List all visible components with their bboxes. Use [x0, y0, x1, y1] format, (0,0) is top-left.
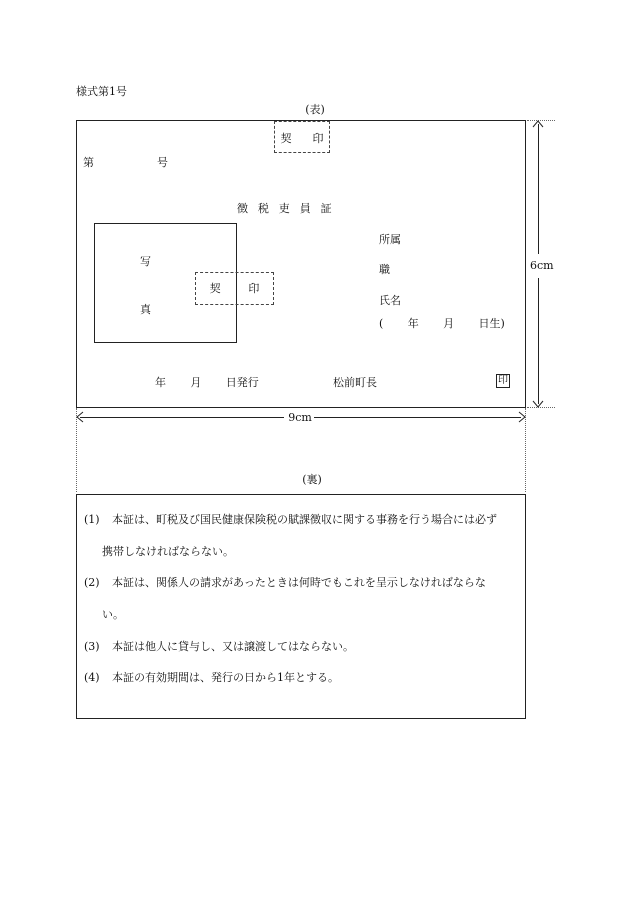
height-dim-line-bottom: [538, 278, 539, 404]
card-title: 徴税吏員証: [237, 202, 342, 215]
number-right: 号: [157, 156, 168, 169]
back-item-3: [84, 640, 524, 654]
photo-label-2: 真: [140, 303, 151, 316]
arrow-down-icon: [532, 400, 545, 408]
back-item-1: [84, 513, 524, 527]
photo-label-1: 写: [140, 255, 151, 268]
stamp-label: 印: [498, 375, 508, 386]
seal-photo-label: 契 印: [209, 282, 260, 295]
number-left: 第: [83, 156, 94, 169]
item-text: 本証は、町税及び国民健康保険税の賦課徴収に関する事務を行う場合には必ず: [112, 513, 497, 526]
arrow-right-icon: [518, 411, 526, 424]
width-dim-label: 9cm: [288, 411, 312, 424]
width-dim-line-left: [80, 417, 284, 418]
form-number: 様式第1号: [76, 85, 127, 98]
back-card: [76, 494, 526, 719]
back-heading: (裏): [302, 473, 322, 486]
birth-label: ( 年 月 日生): [379, 317, 505, 330]
item-text: 本証は、関係人の請求があったときは何時でもこれを呈示しなければならな: [112, 576, 486, 589]
item-number: (2): [84, 576, 100, 589]
back-item-4: [84, 671, 524, 685]
item-text: 本証の有効期間は、発行の日から1年とする。: [112, 671, 339, 684]
issue-date: 年 月 日発行: [155, 376, 259, 389]
height-dim-label: 6cm: [530, 259, 554, 272]
item-number: (1): [84, 513, 100, 526]
arrow-up-icon: [532, 120, 545, 128]
issuer: 松前町長: [333, 376, 377, 389]
name-label: 氏名: [379, 294, 401, 307]
back-item-2-cont: い。: [102, 608, 124, 621]
height-dim-line-top: [538, 124, 539, 254]
item-number: (4): [84, 671, 100, 684]
front-heading: (表): [305, 103, 325, 116]
front-card: [76, 120, 526, 408]
position-label: 職: [379, 263, 390, 276]
affiliation-label: 所属: [379, 233, 401, 246]
back-item-1-cont: 携帯しなければならない。: [102, 545, 234, 558]
arrow-left-icon: [76, 411, 84, 424]
item-text: 本証は他人に貸与し、又は譲渡してはならない。: [112, 640, 354, 653]
seal-top-label: 契 印: [280, 132, 324, 145]
item-number: (3): [84, 640, 100, 653]
back-item-2: [84, 576, 524, 590]
width-dim-line-right: [314, 417, 521, 418]
